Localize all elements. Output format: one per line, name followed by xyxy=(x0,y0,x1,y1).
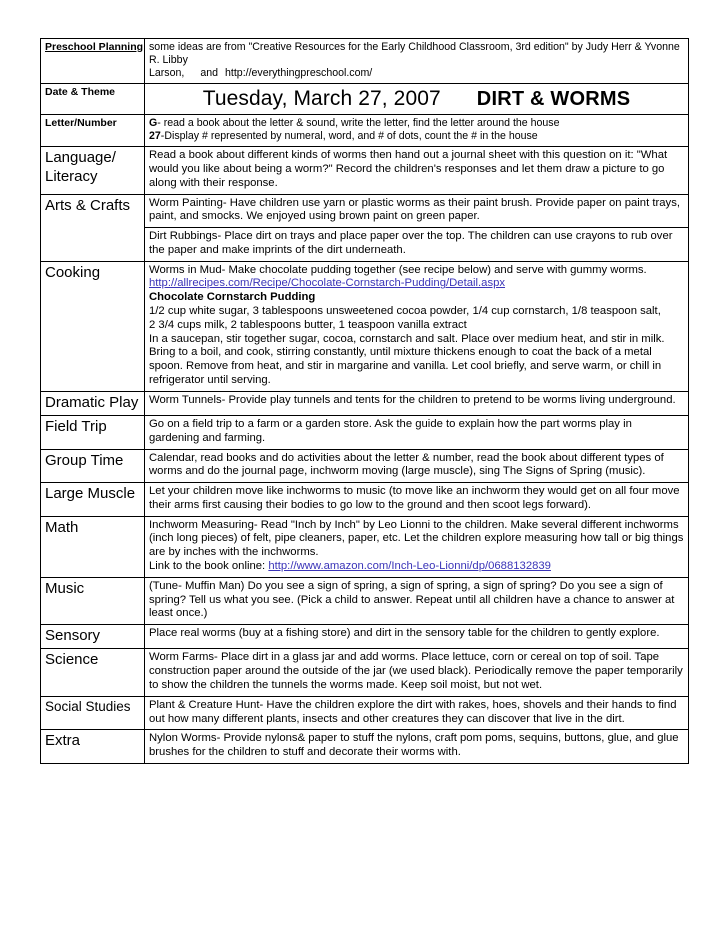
table-row-language-literacy xyxy=(41,147,689,194)
row-label-arts-crafts: Arts & Crafts xyxy=(41,194,145,261)
credits-and: and xyxy=(200,66,219,79)
row-label-language-literacy xyxy=(41,147,145,194)
row-label-science: Science xyxy=(41,649,145,696)
table-row-sensory xyxy=(41,625,689,649)
row-body-music: (Tune- Muffin Man) Do you see a sign of spring, a sign of spring, a sign of spring? Do you see a sign of spring? Tell us what you see. (Pick a child to answer. Repeat until all children have a chance to answer at least once.) xyxy=(145,577,689,624)
cooking-recipe-title: Chocolate Cornstarch Pudding xyxy=(149,291,316,304)
plan-theme: DIRT & WORMS xyxy=(476,87,631,110)
recipe-link[interactable]: http://allrecipes.com/Recipe/Chocolate-Cornstarch-Pudding/Detail.aspx xyxy=(149,277,506,290)
row-label-sensory: Sensory xyxy=(41,625,145,649)
plan-date: Tuesday, March 27, 2007 xyxy=(202,86,441,110)
table-row-preschool-planning xyxy=(41,39,689,84)
number-text: -Display # represented by numeral, word, and # of dots, count the # in the house xyxy=(160,130,538,143)
row-label-large-muscle: Large Muscle xyxy=(41,483,145,517)
table-row-science xyxy=(41,649,689,696)
number-lead: 27 xyxy=(149,130,161,143)
row-body-language-literacy: Read a book about different kinds of worms then hand out a journal sheet with this question on it: "What would you like about being a worm?" Record the children's responses and let them draw a picture to go along with their response. xyxy=(145,147,689,194)
row-body-date-theme xyxy=(145,83,689,115)
table-row-date-theme xyxy=(41,83,689,115)
credits-line-2 xyxy=(149,67,684,80)
cooking-directions: In a saucepan, stir together sugar, cocoa, cornstarch and salt. Place over medium heat, and stir in milk. Bring to a boil, and cook, stirring constantly, until mixture thickens enough to coat the back of a metal spoon. Remove from heat, and stir in margarine and vanilla. Let cool briefly, and serve warm, or chill in refrigerator until serving. xyxy=(149,332,665,386)
letter-line xyxy=(149,117,684,130)
number-line xyxy=(149,130,684,143)
preschool-planning-label: Preschool Planning xyxy=(45,41,144,53)
row-body-group-time: Calendar, read books and do activities about the letter & number, read the book about different types of worms and do the journal page, inchworm moving (large muscle), sing The Signs of Spring (music). xyxy=(145,449,689,483)
table-row-letter-number xyxy=(41,115,689,147)
row-label-cooking: Cooking xyxy=(41,261,145,391)
cooking-ingredients-line1: 1/2 cup white sugar, 3 tablespoons unsweetened cocoa powder, 1/4 cup cornstarch, 1/8 teaspoon salt, xyxy=(149,305,661,318)
row-label-dramatic-play: Dramatic Play xyxy=(41,391,145,415)
row-body-dramatic-play: Worm Tunnels- Provide play tunnels and tents for the children to pretend to be worms living underground. xyxy=(145,391,689,415)
row-label-math: Math xyxy=(41,516,145,577)
row-body-science: Worm Farms- Place dirt in a glass jar and add worms. Place lettuce, corn or cereal on top of soil. Tape construction paper around the outside of the jar (we used black). Periodically remove the paper temporarily to show the children the tunnels the worms made. Keep soil moist, but not wet. xyxy=(145,649,689,696)
credits-line-1: some ideas are from "Creative Resources for the Early Childhood Classroom, 3rd edition" by Judy Herr & Yvonne R. Libby xyxy=(149,41,680,66)
table-row-math xyxy=(41,516,689,577)
table-row-cooking xyxy=(41,261,689,391)
row-body-social-studies: Plant & Creature Hunt- Have the children explore the dirt with rakes, hoes, shovels and their hands to find out how many different plants, insects and other creatures they can discover that live in the dirt. xyxy=(145,696,689,730)
cooking-ingredients-line2: 2 3/4 cups milk, 2 tablespoons butter, 1 teaspoon vanilla extract xyxy=(149,318,467,331)
row-label-group-time: Group Time xyxy=(41,449,145,483)
math-link-line xyxy=(149,560,684,574)
row-label-social-studies: Social Studies xyxy=(41,696,145,730)
table-row-arts-crafts xyxy=(41,194,689,228)
row-label-extra: Extra xyxy=(41,730,145,764)
letter-lead: G xyxy=(149,117,158,130)
everythingpreschool-url: http://everythingpreschool.com/ xyxy=(225,66,373,79)
row-body-field-trip: Go on a field trip to a farm or a garden store. Ask the guide to explain how the part worms play in gardening and farming. xyxy=(145,416,689,450)
math-link-label: Link to the book online: xyxy=(149,560,269,573)
table-row-extra xyxy=(41,730,689,764)
table-row-music xyxy=(41,577,689,624)
row-body-letter-number xyxy=(145,115,689,147)
table-row-field-trip xyxy=(41,416,689,450)
row-label-date-theme: Date & Theme xyxy=(41,83,145,115)
language-literacy-label-line1: Language/ xyxy=(45,149,116,167)
row-body-extra: Nylon Worms- Provide nylons& paper to stuff the nylons, craft pom poms, sequins, buttons, glue, and glue brushes for the children to stuff and decorate their worms with. xyxy=(145,730,689,764)
row-body-cooking xyxy=(145,261,689,391)
language-literacy-label-line2: Literacy xyxy=(45,167,98,185)
row-label-preschool-planning xyxy=(41,39,145,84)
math-body: Inchworm Measuring- Read "Inch by Inch" by Leo Lionni to the children. Make several different inchworms (inch long pieces) of felt, pipe cleaners, paper, etc. Let the children explore measuring how tall or big things are by inches with the inchworms. xyxy=(149,518,684,559)
row-label-letter-number: Letter/Number xyxy=(41,115,145,147)
table-row-group-time xyxy=(41,449,689,483)
row-label-field-trip: Field Trip xyxy=(41,416,145,450)
amazon-book-link[interactable]: http://www.amazon.com/Inch-Leo-Lionni/dp/0688132839 xyxy=(268,560,551,573)
row-label-music: Music xyxy=(41,577,145,624)
table-row-large-muscle xyxy=(41,483,689,517)
cooking-intro: Worms in Mud- Make chocolate pudding together (see recipe below) and serve with gummy worms. xyxy=(149,263,647,276)
row-body-sensory: Place real worms (buy at a fishing store) and dirt in the sensory table for the children to gently explore. xyxy=(145,625,689,649)
credits-author-last: Larson, xyxy=(149,66,185,79)
row-body-arts-crafts-1: Worm Painting- Have children use yarn or plastic worms as their paint brush. Provide paper on paint trays, paint, and smocks. We enjoyed using brown paint on green paper. xyxy=(145,194,689,228)
lesson-plan-table xyxy=(40,38,689,764)
table-row-social-studies xyxy=(41,696,689,730)
table-row-dramatic-play xyxy=(41,391,689,415)
letter-text: - read a book about the letter & sound, write the letter, find the letter around the house xyxy=(157,117,560,130)
row-body-large-muscle: Let your children move like inchworms to music (to move like an inchworm they would get on all four move their arms first causing their bodies to go low to the ground and then scoot legs forward). xyxy=(145,483,689,517)
row-body-math xyxy=(145,516,689,577)
row-body-arts-crafts-2: Dirt Rubbings- Place dirt on trays and place paper over the top. The children can use crayons to rub over the paper and make imprints of the dirt underneath. xyxy=(145,228,689,262)
cooking-recipe-link-line xyxy=(149,277,684,291)
row-body-credits xyxy=(145,39,689,84)
